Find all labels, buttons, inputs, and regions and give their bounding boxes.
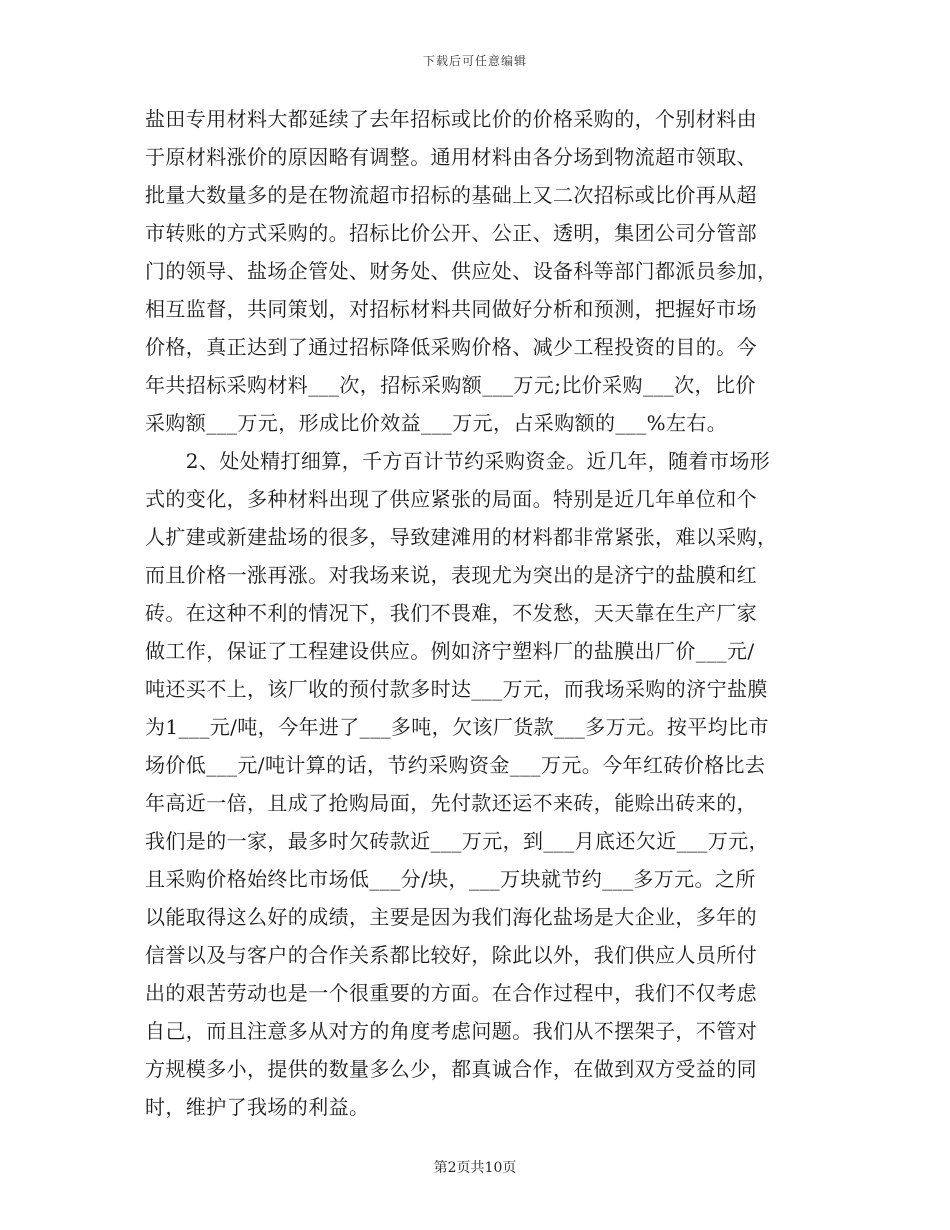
text-line: 我们是的一家，最多时欠砖款近___万元，到___月底还欠近___万元， xyxy=(145,829,769,853)
text-line: 做工作，保证了工程建设供应。例如济宁塑料厂的盐膜出厂价___元/ xyxy=(145,639,755,663)
text-line: 年高近一倍，且成了抢购局面，先付款还运不来砖，能赊出砖来的， xyxy=(145,791,757,815)
paragraph-start-line: 2、处处精打细算，千方百计节约采购资金。近几年，随着市场形 xyxy=(145,449,771,473)
text-line: 且采购价格始终比市场低___分/块，___万块就节约___多万元。之所 xyxy=(145,867,756,891)
text-line: 市转账的方式采购的。招标比价公开、公正、透明，集团公司分管部 xyxy=(145,221,757,245)
text-line: 人扩建或新建盐场的很多，导致建滩用的材料都非常紧张，难以采购， xyxy=(145,525,778,549)
text-line: 为1___元/吨，今年进了___多吨，欠该厂货款___多万元。按平均比市 xyxy=(145,715,769,739)
text-line: 年共招标采购材料___次，招标采购额___万元;比价采购___次，比价 xyxy=(145,373,756,397)
text-line: 砖。在这种不利的情况下，我们不畏难，不发愁，天天靠在生产厂家 xyxy=(145,601,757,625)
text-line: 采购额___万元，形成比价效益___万元，占采购额的___%左右。 xyxy=(145,411,728,435)
text-line: 出的艰苦劳动也是一个很重要的方面。在合作过程中，我们不仅考虑 xyxy=(145,981,757,1005)
text-line: 时，维护了我场的利益。 xyxy=(145,1095,370,1119)
text-line: 价格，真正达到了通过招标降低采购价格、减少工程投资的目的。今 xyxy=(145,335,757,359)
text-line: 而且价格一涨再涨。对我场来说，表现尤为突出的是济宁的盐膜和红 xyxy=(145,563,757,587)
text-line: 盐田专用材料大都延续了去年招标或比价的价格采购的，个别材料由 xyxy=(145,107,757,131)
page-header-note: 下载后可任意编辑 xyxy=(422,54,527,68)
text-line: 自己，而且注意多从对方的角度考虑问题。我们从不摆架子，不管对 xyxy=(145,1019,757,1043)
text-line: 式的变化，多种材料出现了供应紧张的局面。特别是近几年单位和个 xyxy=(145,487,757,511)
text-line: 场价低___元/吨计算的话，节约采购资金___万元。今年红砖价格比去 xyxy=(145,753,766,777)
text-line: 批量大数量多的是在物流超市招标的基础上又二次招标或比价再从超 xyxy=(145,183,757,207)
text-line: 以能取得这么好的成绩，主要是因为我们海化盐场是大企业，多年的 xyxy=(145,905,757,929)
text-line: 方规模多小，提供的数量多么少，都真诚合作，在做到双方受益的同 xyxy=(145,1057,757,1081)
text-line: 信誉以及与客户的合作关系都比较好，除此以外，我们供应人员所付 xyxy=(145,943,757,967)
body-text xyxy=(145,100,810,1126)
text-line: 于原材料涨价的原因略有调整。通用材料由各分场到物流超市领取、 xyxy=(145,145,757,169)
text-line: 门的领导、盐场企管处、财务处、供应处、设备科等部门都派员参加， xyxy=(145,259,778,283)
text-line: 吨还买不上，该厂收的预付款多时达___万元，而我场采购的济宁盐膜 xyxy=(145,677,768,701)
text-line: 相互监督，共同策划，对招标材料共同做好分析和预测，把握好市场 xyxy=(145,297,757,321)
page-number: 第2页共10页 xyxy=(433,1160,517,1176)
